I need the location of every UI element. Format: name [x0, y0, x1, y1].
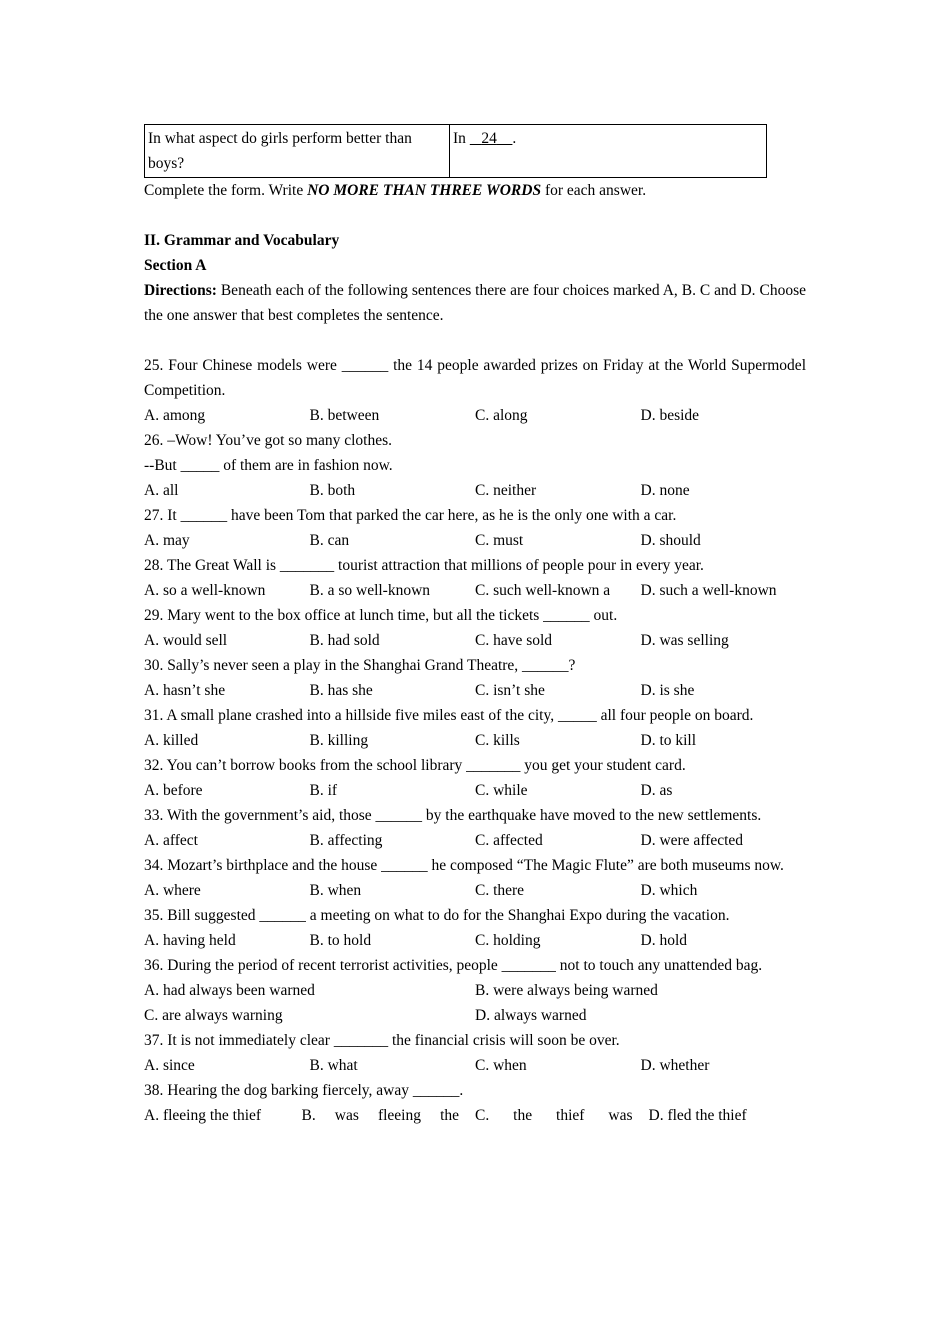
question-stem: 34. Mozart’s birthplace and the house ______ he composed “The Magic Flute” are both museums now. [144, 857, 784, 874]
question-stem: 31. A small plane crashed into a hillside five miles east of the city, _____ all four people on board. [144, 707, 754, 724]
form-row [145, 125, 767, 178]
answer-prefix: In [453, 130, 466, 147]
question-stem: 35. Bill suggested ______ a meeting on what to do for the Shanghai Expo during the vacation. [144, 907, 730, 924]
answer-option[interactable]: C. when [475, 1057, 527, 1074]
answer-option[interactable]: D. beside [640, 407, 700, 424]
question-stem: 30. Sally’s never seen a play in the Shanghai Grand Theatre, ______? [144, 657, 576, 674]
question-stem: 32. You can’t borrow books from the school library _______ you get your student card. [144, 757, 686, 774]
options-row [144, 828, 806, 853]
options-row [144, 403, 806, 428]
answer-option[interactable]: A. so a well-known [144, 582, 266, 599]
answer-option[interactable]: C. such well-known a [475, 582, 611, 599]
option-word: fleeing [377, 1107, 421, 1124]
answer-option[interactable]: D. always warned [475, 1007, 587, 1024]
answer-option[interactable]: A. where [144, 882, 201, 899]
answer-option[interactable]: A. had always been warned [144, 982, 315, 999]
answer-option[interactable]: A. having held [144, 932, 236, 949]
answer-option[interactable]: C. there [475, 882, 525, 899]
answer-option[interactable]: D. should [640, 532, 701, 549]
answer-option[interactable]: B. a so well-known [309, 582, 431, 599]
option-word: was [608, 1107, 633, 1124]
document-page [144, 124, 806, 1128]
form-answer [450, 125, 767, 178]
options-row [144, 1053, 806, 1078]
answer-option[interactable]: C. affected [475, 832, 543, 849]
answer-option[interactable]: A. hasn’t she [144, 682, 226, 699]
options-row [144, 578, 806, 603]
question-stem-reply: --But _____ of them are in fashion now. [144, 457, 393, 474]
option-word: C. [475, 1107, 490, 1124]
answer-option[interactable]: A. fleeing the thief [144, 1107, 262, 1124]
answer-option[interactable]: A. would sell [144, 632, 228, 649]
answer-option[interactable]: B. were always being warned [475, 982, 658, 999]
question-item [144, 428, 806, 503]
directions-label: Directions: [144, 282, 217, 299]
answer-option[interactable]: A. all [144, 482, 179, 499]
instruction-pre: Complete the form. Write [144, 182, 308, 199]
options-row [144, 528, 806, 553]
answer-blank [470, 130, 513, 147]
answer-option[interactable]: A. since [144, 1057, 195, 1074]
answer-option[interactable]: B. to hold [309, 932, 372, 949]
answer-option[interactable]: B. affecting [309, 832, 383, 849]
options-row [144, 728, 806, 753]
options-row [144, 628, 806, 653]
option-word: thief [556, 1107, 585, 1124]
question-item [144, 753, 806, 803]
directions [144, 278, 806, 328]
options-row [144, 928, 806, 953]
answer-option[interactable]: D. is she [640, 682, 695, 699]
answer-option[interactable]: D. such a well-known [640, 582, 777, 599]
answer-option[interactable]: B. has she [309, 682, 373, 699]
question-stem: 26. –Wow! You’ve got so many clothes. [144, 432, 393, 449]
instruction-post: for each answer. [541, 182, 647, 199]
answer-option[interactable]: C. along [475, 407, 528, 424]
question-item [144, 703, 806, 753]
answer-option[interactable]: D. as [640, 782, 673, 799]
answer-option[interactable]: A. among [144, 407, 206, 424]
question-item [144, 1078, 806, 1128]
answer-option[interactable]: C. are always warning [144, 1007, 283, 1024]
answer-option[interactable]: A. killed [144, 732, 199, 749]
form-question: In what aspect do girls perform better than boys? [145, 125, 450, 178]
question-stem: 33. With the government’s aid, those ______ by the earthquake have moved to the new settlements. [144, 807, 762, 824]
question-stem: 38. Hearing the dog barking fiercely, away ______. [144, 1082, 464, 1099]
question-item [144, 953, 806, 1028]
answer-option[interactable]: B. if [309, 782, 338, 799]
answer-option[interactable]: B. what [309, 1057, 358, 1074]
answer-option[interactable] [475, 1103, 633, 1128]
options-row [144, 678, 806, 703]
answer-option[interactable]: B. between [309, 407, 380, 424]
question-item [144, 503, 806, 553]
answer-option[interactable]: D. hold [640, 932, 687, 949]
answer-option[interactable]: D. which [640, 882, 698, 899]
question-stem: 36. During the period of recent terrorist activities, people _______ not to touch any unattended bag. [144, 957, 763, 974]
question-item [144, 803, 806, 853]
instruction-emphasis: NO MORE THAN THREE WORDS [307, 182, 542, 199]
options-row [144, 778, 806, 803]
directions-text: Beneath each of the following sentences there are four choices marked A, B. C and D. Choose the one answer that best completes the sentence. [144, 282, 806, 324]
question-stem: 25. Four Chinese models were ______ the 14 people awarded prizes on Friday at the World Supermodel Competition. [144, 357, 806, 399]
question-item [144, 353, 806, 428]
answer-number: 24 [481, 130, 497, 147]
answer-suffix: . [512, 130, 517, 147]
options-row [144, 478, 806, 503]
answer-option[interactable]: B. killing [309, 732, 369, 749]
answer-option[interactable]: B. had sold [309, 632, 380, 649]
answer-option[interactable]: A. affect [144, 832, 198, 849]
question-stem: 37. It is not immediately clear _______ the financial crisis will soon be over. [144, 1032, 620, 1049]
answer-option[interactable]: D. were affected [640, 832, 744, 849]
question-item [144, 853, 806, 903]
answer-option[interactable]: B. both [309, 482, 356, 499]
question-stem: 28. The Great Wall is _______ tourist attraction that millions of people pour in every year. [144, 557, 704, 574]
answer-option[interactable] [302, 1103, 460, 1128]
answer-option[interactable]: C. isn’t she [475, 682, 545, 699]
answer-form [144, 124, 767, 178]
options-row [144, 978, 806, 1003]
answer-option[interactable]: B. can [309, 532, 350, 549]
answer-option[interactable]: D. fled the thief [648, 1107, 747, 1124]
question-stem: 29. Mary went to the box office at lunch time, but all the tickets ______ out. [144, 607, 618, 624]
answer-option[interactable]: C. holding [475, 932, 541, 949]
question-item [144, 603, 806, 653]
option-word: B. [301, 1107, 316, 1124]
answer-option[interactable]: C. have sold [475, 632, 553, 649]
subsection-title: Section A [144, 257, 207, 274]
answer-option[interactable]: D. none [640, 482, 690, 499]
answer-option[interactable]: C. while [475, 782, 528, 799]
question-item [144, 553, 806, 603]
options-row [144, 1103, 806, 1128]
answer-option[interactable]: C. must [475, 532, 524, 549]
option-word: was [334, 1107, 359, 1124]
option-word: the [513, 1107, 533, 1124]
options-row [144, 1003, 806, 1028]
answer-option[interactable]: A. before [144, 782, 203, 799]
answer-option[interactable]: D. whether [640, 1057, 710, 1074]
answer-option[interactable]: B. when [309, 882, 362, 899]
answer-option[interactable]: D. to kill [640, 732, 697, 749]
answer-option[interactable]: D. was selling [640, 632, 729, 649]
question-stem: 27. It ______ have been Tom that parked the car here, as he is the only one with a car. [144, 507, 677, 524]
question-item [144, 903, 806, 953]
options-row [144, 878, 806, 903]
answer-option[interactable]: C. kills [475, 732, 520, 749]
option-word: the [440, 1107, 459, 1124]
question-list [144, 353, 806, 1128]
section-title: II. Grammar and Vocabulary [144, 232, 340, 249]
question-item [144, 1028, 806, 1078]
form-instruction [144, 178, 806, 203]
answer-option[interactable]: A. may [144, 532, 190, 549]
answer-option[interactable]: C. neither [475, 482, 537, 499]
question-item [144, 653, 806, 703]
